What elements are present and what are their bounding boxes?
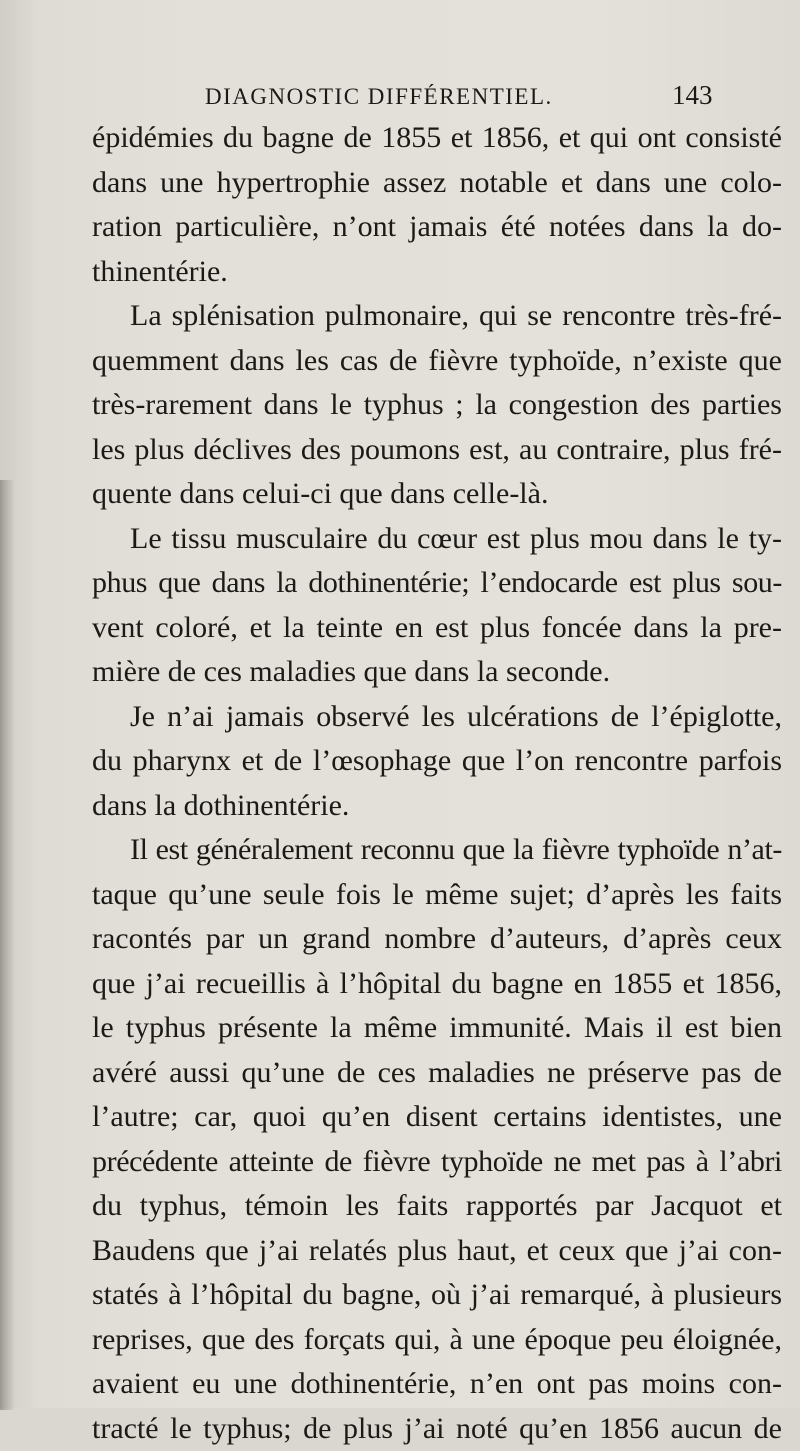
running-title: DIAGNOSTIC DIFFÉRENTIEL.: [205, 84, 553, 110]
text-line: taque qu’une seule fois le même sujet; d’après les faits: [92, 873, 782, 918]
text-line: mière de ces maladies que dans la seconde.: [92, 650, 782, 695]
text-line: statés à l’hôpital du bagne, où j’ai remarqué, à plusieurs: [92, 1273, 782, 1318]
text-line: quemment dans les cas de fièvre typhoïde, n’existe que: [92, 339, 782, 384]
text-line: dans la dothinentérie.: [92, 784, 782, 829]
text-line: Il est généralement reconnu que la fièvre typhoïde n’at-: [92, 828, 782, 873]
text-line: précédente atteinte de fièvre typhoïde ne met pas à l’abri: [92, 1140, 782, 1185]
text-line: l’autre; car, quoi qu’en disent certains identistes, une: [92, 1095, 782, 1140]
text-line: thinentérie.: [92, 250, 782, 295]
text-line: avaient eu une dothinentérie, n’en ont pas moins con-: [92, 1362, 782, 1407]
text-line: Le tissu musculaire du cœur est plus mou dans le ty-: [92, 517, 782, 562]
text-line: phus que dans la dothinentérie; l’endocarde est plus sou-: [92, 561, 782, 606]
text-line: les plus déclives des poumons est, au contraire, plus fré-: [92, 428, 782, 473]
text-line: le typhus présente la même immunité. Mais il est bien: [92, 1006, 782, 1051]
running-head: [0, 80, 800, 116]
text-line: vent coloré, et la teinte en est plus foncée dans la pre-: [92, 606, 782, 651]
text-line: avéré aussi qu’une de ces maladies ne préserve pas de: [92, 1051, 782, 1096]
text-line: La splénisation pulmonaire, qui se rencontre très-fré-: [92, 294, 782, 339]
text-line: tracté le typhus; de plus j’ai noté qu’en 1856 aucun de: [92, 1407, 782, 1451]
text-line: quente dans celui-ci que dans celle-là.: [92, 472, 782, 517]
body-text: [92, 116, 782, 1451]
text-line: Baudens que j’ai relatés plus haut, et ceux que j’ai con-: [92, 1229, 782, 1274]
binding-gutter: [0, 480, 14, 1410]
text-line: du pharynx et de l’œsophage que l’on rencontre parfois: [92, 739, 782, 784]
text-line: très-rarement dans le typhus ; la congestion des parties: [92, 383, 782, 428]
text-line: racontés par un grand nombre d’auteurs, d’après ceux: [92, 917, 782, 962]
text-line: épidémies du bagne de 1855 et 1856, et qui ont consisté: [92, 116, 782, 161]
text-line: dans une hypertrophie assez notable et dans une colo-: [92, 161, 782, 206]
text-line: que j’ai recueillis à l’hôpital du bagne en 1855 et 1856,: [92, 962, 782, 1007]
text-line: Je n’ai jamais observé les ulcérations de l’épiglotte,: [92, 695, 782, 740]
page-number: 143: [672, 80, 713, 111]
text-line: du typhus, témoin les faits rapportés par Jacquot et: [92, 1184, 782, 1229]
text-line: reprises, que des forçats qui, à une époque peu éloignée,: [92, 1318, 782, 1363]
text-line: ration particulière, n’ont jamais été notées dans la do-: [92, 205, 782, 250]
